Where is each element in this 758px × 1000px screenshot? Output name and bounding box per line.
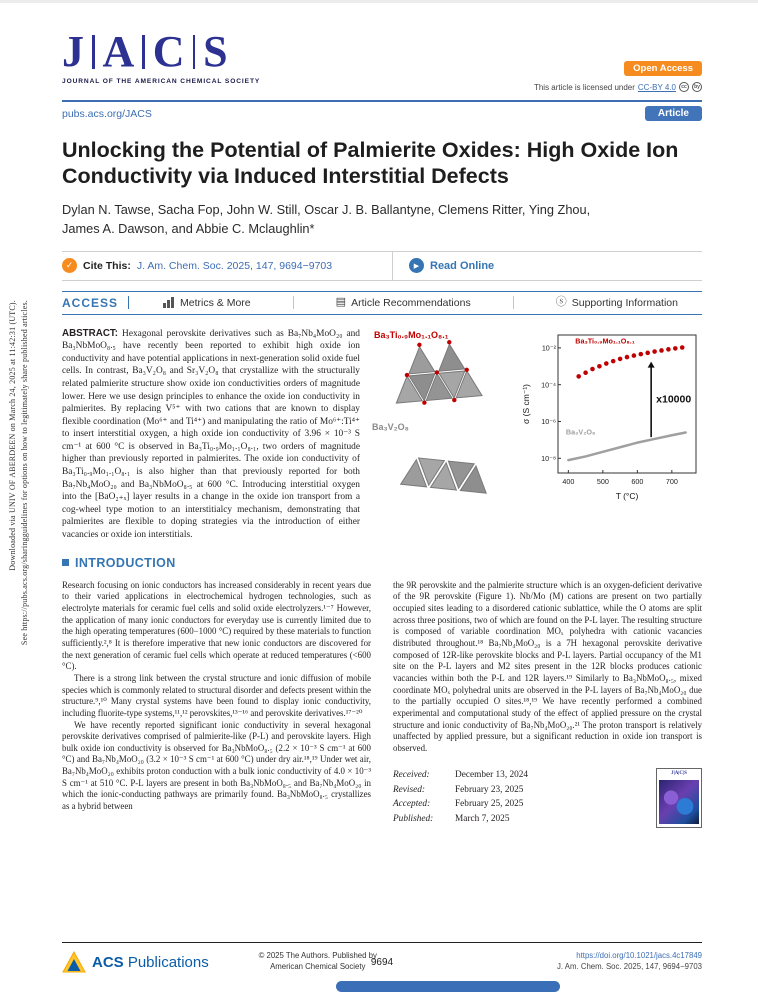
svg-text:10⁻⁶: 10⁻⁶	[541, 416, 556, 426]
license-line	[534, 82, 702, 92]
read-online-icon: ▶	[409, 258, 424, 273]
intro-column-left	[62, 580, 371, 829]
cite-check-icon: ✓	[62, 258, 77, 273]
download-stamp-line2: See https://pubs.acs.org/sharingguidelines for options on how to legitimately share published articles.	[20, 300, 29, 646]
acs-logo-text-bold: ACS	[92, 953, 124, 971]
svg-text:500: 500	[596, 476, 609, 486]
paragraph: the 9R perovskite and the palmierite structure which is an oxygen-deficient derivative of the 9R perovskite (Figure 1). Nb/Mo (M) cations are present on two partially occupied sites leading to a disordered cationic sublattice, while the O atoms are split across three positions, two of which are found on the P-L layer. The resulting structure is composed of variable coordination MOₓ polyhedra with cationic vacancies distributed throughout.¹⁸ Ba₇Nb₄MoO₂₀ is a 7H hexagonal perovskite derivative composed of 12R-like perovskite blocks and P-L layers. Partial occupancy of the M1 site on the P-L layers and M2 sites present in the 12R blocks produces cationic vacancies within both the P-L and 12R layers.¹⁹ Similarly to Ba₃NbMoO₈.₅, mixed coordinate MOₓ polyhedral units are observed in the P-L layers of Ba₇Nb₄MoO₂₀ due to the partially occupied O sites.¹⁸,¹⁹ We have recently performed a combined experimental and computational study of the effect of applied pressure on the crystal structure and ionic conductivity of Ba₇Nb₄MoO₂₀.²¹ The proton transport is relatively unaffected by applied pressure, but a significant reduction in oxide ion transport is observed.	[393, 579, 702, 753]
supporting-info-label: Supporting Information	[571, 296, 678, 309]
access-link[interactable]: ACCESS	[62, 295, 119, 310]
abstract-graphic	[372, 329, 702, 517]
access-bar	[62, 291, 702, 315]
svg-text:700: 700	[665, 476, 678, 486]
body-columns	[62, 580, 702, 829]
page-number: 9694	[370, 957, 394, 968]
section-divider	[293, 296, 294, 309]
svg-text:Ba₃Ti₀.₉Mo₁.₁O₈.₁: Ba₃Ti₀.₉Mo₁.₁O₈.₁	[575, 335, 635, 345]
dates-list	[393, 768, 528, 826]
section-bullet-icon	[62, 559, 69, 566]
accepted-label: Accepted:	[393, 799, 431, 810]
section-heading-label: INTRODUCTION	[75, 555, 176, 570]
revised-date: February 23, 2025	[455, 784, 524, 795]
abstract-section	[62, 327, 702, 542]
svg-text:600: 600	[631, 476, 644, 486]
read-online-link[interactable]: Read Online	[430, 259, 495, 272]
published-date: March 7, 2025	[455, 813, 510, 824]
svg-text:Ba₃V₂O₈: Ba₃V₂O₈	[565, 426, 596, 436]
abstract-label: ABSTRACT:	[62, 327, 119, 339]
structure-label-gray: Ba₃V₂O₈	[372, 421, 409, 432]
jacs-logo-letters	[62, 27, 260, 76]
dates-box	[393, 768, 702, 828]
copyright-line: American Chemical Society	[270, 961, 366, 971]
paragraph: There is a strong link between the crystal structure and ionic diffusion of mobile species which is commonly related to structural disorder and defects present within the structure.⁹,¹⁰ Many crystal systems have been found to display ionic conductivity, including fluorite-type systems,¹¹,¹² perovskites,¹³⁻¹⁶ and perovskite derivatives.¹⁷⁻²⁰	[62, 672, 371, 718]
bar-chart-icon	[163, 297, 175, 308]
intro-column-right	[393, 580, 702, 829]
metrics-link[interactable]	[163, 297, 251, 309]
received-date: December 13, 2024	[455, 770, 529, 781]
journal-site-link[interactable]: pubs.acs.org/JACS	[62, 107, 152, 120]
article-type-badge: Article	[645, 106, 702, 121]
author-list	[62, 201, 702, 238]
paragraph: Research focusing on ionic conductors has increased considerably in recent years due to their varied applications in electrochemical hydrogen technologies, such as electrolyte materials for ceramic fuel cells and solid oxide electrolyzers.¹⁻⁷ However, the application of many ionic conductors for everyday use is currently limited due to the high operating temperatures (600−1000 °C) required by these materials to function sufficiently.²,⁸ It is therefore imperative that new ionic conductors are discovered for the next generation of ceramic fuel cells which operate at reduced temperatures (<600 °C).	[62, 579, 371, 672]
svg-text:10⁻⁸: 10⁻⁸	[541, 453, 556, 463]
logo-divider	[92, 35, 95, 69]
svg-text:T (°C): T (°C)	[615, 490, 639, 501]
section-heading-introduction	[62, 556, 702, 570]
cover-image	[659, 780, 699, 824]
recommendations-label: Article Recommendations	[351, 296, 471, 309]
cite-this-label: Cite This:	[83, 259, 131, 272]
open-access-badge: Open Access	[624, 61, 702, 76]
cc-by-link[interactable]: CC-BY 4.0	[637, 82, 676, 92]
svg-text:10⁻²: 10⁻²	[541, 343, 556, 353]
recommendations-link[interactable]	[336, 297, 471, 309]
copyright-line: © 2025 The Authors. Published by	[258, 951, 377, 960]
license-text: This article is licensed under	[533, 82, 635, 92]
doi-link[interactable]: https://doi.org/10.1021/jacs.4c17849	[576, 951, 702, 960]
article-page	[62, 27, 702, 990]
authors-line: Dylan N. Tawse, Sacha Fop, John W. Still, Oscar J. B. Ballantyne, Clemens Ritter, Ying Zhou,	[62, 202, 591, 218]
logo-letter: A	[102, 27, 135, 76]
logo-divider	[193, 35, 196, 69]
revised-label: Revised:	[393, 784, 426, 795]
footer-citation: J. Am. Chem. Soc. 2025, 147, 9694−9703	[557, 961, 702, 971]
svg-text:10⁻⁴: 10⁻⁴	[541, 379, 556, 389]
download-stamp-line1: Downloaded via UNIV OF ABERDEEN on March 24, 2025 at 11:42:31 (UTC).	[8, 300, 17, 571]
structure-label-red: Ba₃Ti₀.₉Mo₁.₁O₈.₁	[374, 329, 449, 340]
access-divider	[128, 296, 129, 309]
document-icon: ▤	[335, 296, 347, 309]
journal-header	[62, 27, 702, 92]
cc-by-person-icon: by	[692, 82, 702, 92]
abstract-text: Hexagonal perovskite derivatives such as Ba₇Nb₄MoO₂₀ and Ba₃NbMoO₈.₅ have recently been reported to exhibit high oxide ion conductivity and have potential applications in next-generation solid oxide fuel cells. In contrast, Ba₃V₂O₈ and Sr₃V₂O₈ that crystallize with the structurally related palmierite structure show oxide ion conductivities orders of magnitude lower. Here we use design principles to enhance the oxide ion conductivity in palmierites. By replacing V⁵⁺ with two cations that are known to display flexible coordination (Mo⁶⁺ and Ti⁴⁺) and manipulating the ratio of Mo⁶⁺:Ti⁴⁺ to insert interstitial oxygen, a high oxide ion conductivity of 3.96 × 10⁻³ S cm⁻¹ at 600 °C is observed in Ba₃Ti₀.₉Mo₁.₁O₈.₁, two orders of magnitude higher than previously reported in palmierites. The oxide ion conductivity of Ba₃Ti₀.₉Mo₁.₁O₈.₁ is also higher than that previously reported for both Ba₇Nb₄MoO₂₀ and Ba₃NbMoO₈.₅ at 600 °C. Introducing interstitial oxygen into the [BaO₂₊ₓ] layer results in a change in the oxide ion transport from a cog-wheel type motion to an interstitialcy mechanism, demonstrating that palmierites are flexible to doping strategies via the introduction of either vacancies or oxide ion interstitials.	[62, 328, 360, 541]
header-rule	[62, 100, 702, 102]
metrics-label: Metrics & More	[180, 296, 251, 309]
citation-link[interactable]: J. Am. Chem. Soc. 2025, 147, 9694−9703	[136, 259, 333, 272]
svg-text:x10000: x10000	[656, 392, 692, 405]
journal-cover-thumbnail	[656, 768, 702, 828]
accepted-date: February 25, 2025	[455, 799, 524, 810]
cite-bar	[62, 251, 702, 281]
conductivity-plot	[520, 329, 702, 517]
paragraph: We have recently reported significant ionic conductivity in several hexagonal perovskite derivatives comprised of palmierite-like (P-L) and perovskite layers. High bulk oxide ion conductivity is observed for Ba₃NbMoO₈.₅ (2.2 × 10⁻³ S cm⁻¹ at 600 °C) and Ba₇Nb₄MoO₂₀ (3.2 × 10⁻³ S cm⁻¹ at 600 °C) under dry air.¹⁸,¹⁹ Under wet air, Ba₇Nb₄MoO₂₀ exhibits proton conduction with a bulk ionic conductivity of 4.0 × 10⁻³ S cm⁻¹ at 510 °C. P-L layers are present in both Ba₃NbMoO₈.₅ and Ba₇Nb₄MoO₂₀ in which the ionic-conducting pathways are primarily found. Ba₃NbMoO₈.₅ crystallizes as a hybrid between	[62, 719, 371, 812]
received-label: Received:	[393, 770, 430, 781]
cc-icon: cc	[679, 82, 689, 92]
svg-text:400: 400	[562, 476, 575, 486]
logo-divider	[142, 35, 145, 69]
section-divider	[513, 296, 514, 309]
published-label: Published:	[393, 813, 434, 824]
page-footer	[62, 942, 702, 973]
svg-text:σ (S cm⁻¹): σ (S cm⁻¹)	[521, 383, 531, 424]
authors-line: James A. Dawson, and Abbie C. Mclaughlin*	[62, 220, 315, 236]
jacs-logo	[62, 27, 261, 85]
cover-logo: J|A|C|S	[671, 771, 687, 777]
supporting-info-icon: ⓢ	[555, 296, 567, 309]
supporting-info-link[interactable]	[556, 297, 678, 309]
article-title: Unlocking the Potential of Palmierite Oxides: High Oxide Ion Conductivity via Induced Interstitial Defects	[62, 138, 679, 189]
acs-logo-text: Publications	[123, 953, 209, 971]
viewer-scroll-pill[interactable]	[336, 981, 560, 992]
logo-letter: C	[152, 27, 185, 76]
journal-subtitle: JOURNAL OF THE AMERICAN CHEMICAL SOCIETY	[62, 78, 261, 85]
logo-letter: S	[203, 27, 228, 76]
logo-letter: J	[62, 27, 84, 76]
